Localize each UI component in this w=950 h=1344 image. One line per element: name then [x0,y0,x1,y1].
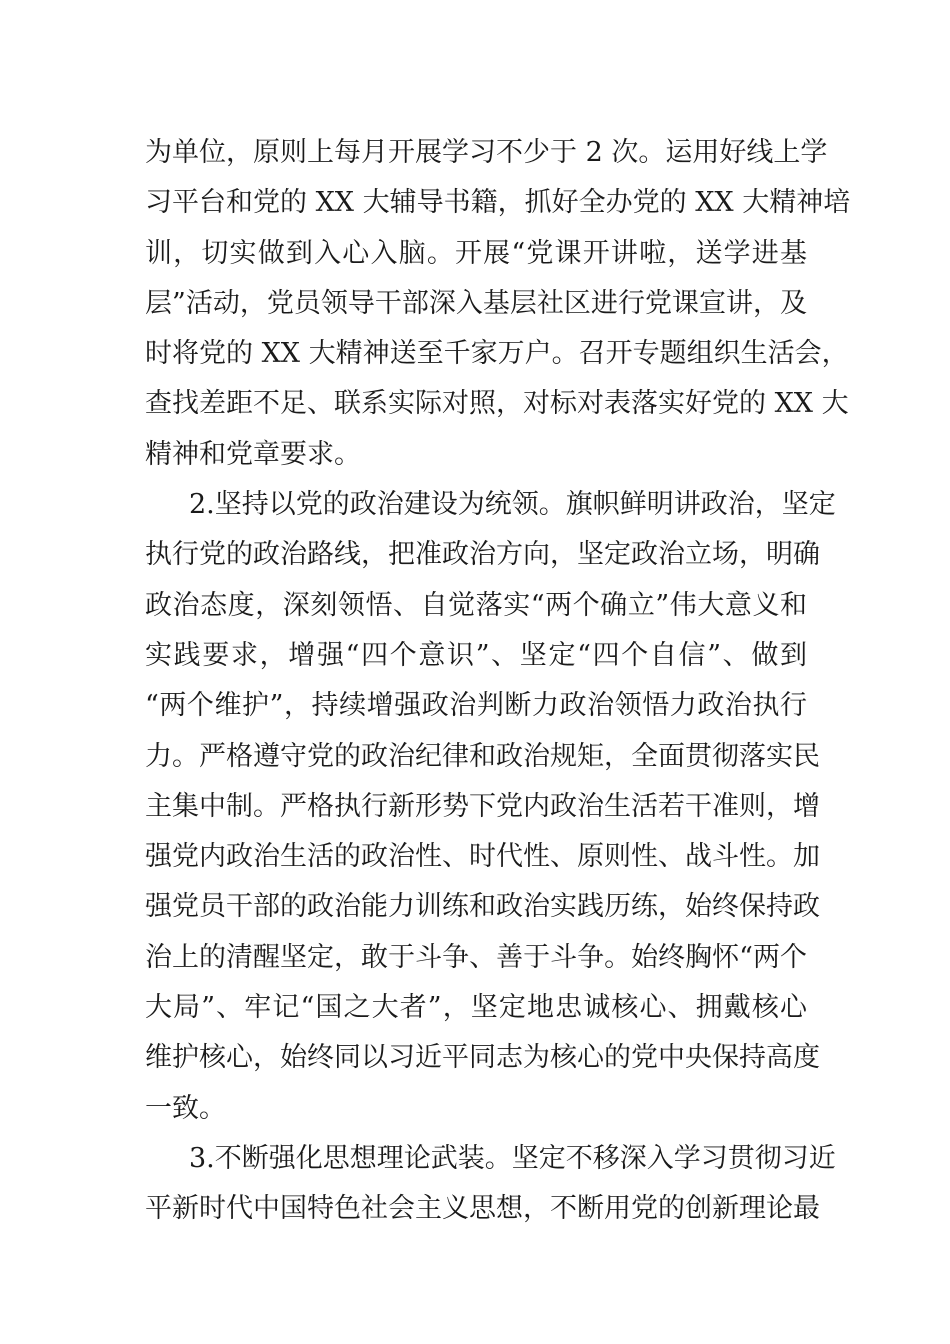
text-line: 力。严格遵守党的政治纪律和政治规矩，全面贯彻落实民 [145,740,820,772]
text-line: 查找差距不足、联系实际对照，对标对表落实好党的 XX 大 [145,388,849,420]
text-line: 平新时代中国特色社会主义思想，不断用党的创新理论最 [145,1193,820,1225]
text-line: 习平台和党的 XX 大辅导书籍，抓好全办党的 XX 大精神培 [145,187,851,219]
text-line: 执行党的政治路线，把准政治方向，坚定政治立场，明确 [145,539,820,571]
text-line: 为单位，原则上每月开展学习不少于 2 次。运用好线上学 [145,137,828,168]
text-line: 治上的清醒坚定，敢于斗争、善于斗争。始终胸怀“两个 [145,941,807,973]
text-line: 实践要求，增强“四个意识”、坚定“四个自信”、做到 [145,639,807,671]
text-line: 维护核心，始终同以习近平同志为核心的党中央保持高度 [145,1042,820,1074]
text-line: 政治态度，深刻领悟、自觉落实“两个确立”伟大意义和 [145,589,807,621]
paragraph [145,128,851,480]
text-line: 一致。 [145,1092,226,1124]
text-line: 时将党的 XX 大精神送至千家万户。召开专题组织生活会， [145,338,849,370]
text-line: 2.坚持以党的政治建设为统领。旗帜鲜明讲政治，坚定 [189,489,836,521]
paragraph [145,1134,836,1235]
text-line: 训，切实做到入心入脑。开展“党课开讲啦，送学进基 [145,237,807,269]
text-line: 大局”、牢记“国之大者”，坚定地忠诚核心、拥戴核心 [145,992,807,1024]
text-line: 层”活动，党员领导干部深入基层社区进行党课宣讲，及 [145,287,807,319]
text-line: “两个维护”，持续增强政治判断力政治领悟力政治执行 [145,690,807,722]
text-line: 精神和党章要求。 [145,438,361,470]
paragraph [145,480,836,1134]
text-line: 强党员干部的政治能力训练和政治实践历练，始终保持政 [145,891,820,923]
text-line: 主集中制。严格执行新形势下党内政治生活若干准则，增 [145,790,820,822]
text-line: 强党内政治生活的政治性、时代性、原则性、战斗性。加 [145,841,820,873]
text-line: 3.不断强化思想理论武装。坚定不移深入学习贯彻习近 [189,1142,836,1174]
document-body [145,128,851,1235]
